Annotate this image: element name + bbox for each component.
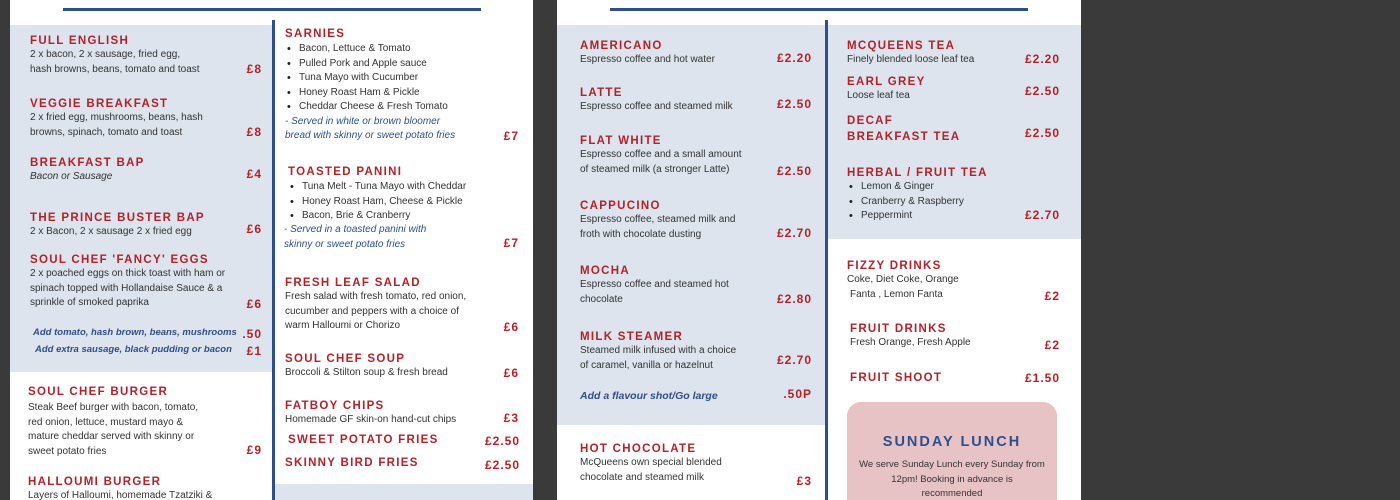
menu-item-soup (285, 352, 448, 381)
item-title: FULL ENGLISH (30, 35, 130, 47)
menu-page-drinks (557, 0, 1081, 500)
item-desc: cucumber and peppers with a choice of (285, 305, 459, 317)
item-price: £7 (503, 236, 519, 250)
item-desc: hash browns, beans, tomato and toast (30, 63, 200, 75)
item-desc: spinach topped with Hollandaise Sauce & a (30, 282, 223, 294)
menu-item-cappucino (580, 199, 735, 242)
item-price: £9 (246, 443, 262, 457)
item-desc: Steamed milk infused with a choice (580, 345, 737, 356)
item-desc: 2 x poached eggs on thick toast with ham or (30, 268, 226, 279)
menu-item-salad (285, 276, 466, 334)
item-desc: 2 x fried egg, mushrooms, beans, hash (30, 112, 203, 123)
item-desc: Fresh salad with fresh tomato, red onion, (285, 291, 467, 302)
list-item: • Cranberry & Raspberry (847, 195, 1047, 210)
column-divider (825, 20, 828, 500)
item-title: VEGGIE BREAKFAST (30, 98, 169, 110)
panini-note (284, 223, 426, 252)
item-desc: chocolate (580, 293, 623, 305)
item-title: FATBOY CHIPS (285, 400, 385, 412)
item-desc: Espresso coffee, steamed milk and (580, 214, 736, 225)
item-price: £8 (246, 62, 262, 76)
sunday-lunch-title: SUNDAY LUNCH (882, 434, 1022, 450)
item-desc: Espresso coffee and steamed hot (580, 279, 729, 290)
item-desc: Steak Beef burger with bacon, tomato, (28, 402, 199, 413)
menu-item-full-english (30, 34, 200, 77)
item-title: MILK STEAMER (580, 331, 684, 343)
item-title: HOT CHOCOLATE (580, 443, 697, 455)
item-title: FRESH LEAF SALAD (285, 277, 421, 289)
item-desc: Finely blended loose leaf tea (847, 54, 975, 65)
item-title: SOUL CHEF SOUP (285, 353, 406, 365)
item-desc: mature cheddar served with skinny or (28, 431, 195, 442)
menu-page-food (10, 0, 533, 500)
list-item: • Lemon & Ginger (847, 180, 1047, 195)
item-note: - Served in a toasted panini with (284, 224, 427, 235)
item-title: HALLOUMI BURGER (28, 476, 162, 488)
item-price: £2.50 (484, 458, 520, 472)
item-note: - Served in white or brown bloomer (285, 115, 441, 127)
menu-item-panini (288, 165, 524, 224)
item-price: £2.70 (776, 226, 812, 240)
item-title: BREAKFAST TEA (847, 131, 961, 143)
menu-item-flat-white (580, 134, 742, 177)
item-price: £6 (503, 366, 519, 380)
item-desc: browns, spinach, tomato and toast (30, 126, 183, 138)
item-price: £2.70 (1024, 208, 1060, 222)
item-title: HERBAL / FRUIT TEA (847, 167, 988, 179)
item-price: £3 (503, 411, 519, 425)
list-item: • Cheddar Cheese & Fresh Tomato (285, 100, 521, 115)
item-desc: Fanta , Lemon Fanta (850, 288, 943, 300)
item-title: TOASTED PANINI (288, 166, 403, 178)
flavour-price: .50P (783, 387, 812, 401)
item-title: THE PRINCE BUSTER BAP (30, 212, 205, 224)
flavour-shot-line: Add a flavour shot/Go large (580, 390, 718, 402)
menu-item-fruit-shoot: FRUIT SHOOT (850, 372, 943, 384)
menu-item-mcqueens-tea (847, 39, 974, 68)
menu-item-veggie-breakfast (30, 97, 203, 140)
item-price: £7 (503, 129, 519, 143)
extra-line: Add extra sausage, black pudding or bacon (35, 344, 232, 355)
item-desc: sprinkle of smoked paprika (30, 297, 149, 308)
menu-item-sarnies (285, 27, 521, 144)
item-price: £2 (1044, 338, 1060, 352)
item-title: FLAT WHITE (580, 135, 662, 147)
sunday-lunch-desc (857, 458, 1047, 500)
item-price: £2.80 (776, 292, 812, 306)
menu-item-decaf-tea (847, 114, 960, 144)
item-desc: of caramel, vanilla or hazelnut (580, 359, 713, 371)
menu-item-earl-grey (847, 75, 926, 104)
item-title: SOUL CHEF BURGER (28, 386, 169, 398)
menu-item-breakfast-bap (30, 156, 145, 185)
item-title: SOUL CHEF 'FANCY' EGGS (30, 254, 209, 266)
top-rule (610, 8, 1028, 11)
list-item: • Tuna Mayo with Cucumber (285, 71, 521, 86)
menu-item-milk-steamer (580, 330, 736, 373)
item-price: £4 (246, 167, 262, 181)
menu-item-fizzy-drinks (847, 259, 959, 302)
list-item: • Peppermint (847, 209, 1047, 224)
panini-list (288, 180, 524, 224)
item-desc: of steamed milk (a stronger Latte) (580, 163, 730, 175)
item-title: FIZZY DRINKS (847, 260, 942, 272)
list-item: • Bacon, Lettuce & Tomato (285, 42, 521, 57)
desc-line: We serve Sunday Lunch every Sunday from (859, 459, 1045, 470)
menu-item-americano (580, 39, 715, 68)
extra-line: Add tomato, hash brown, beans, mushrooms (33, 327, 237, 338)
item-desc: chocolate and steamed milk (580, 471, 704, 483)
menu-item-mocha (580, 264, 729, 307)
item-price: £2.20 (1024, 52, 1060, 66)
item-price: £2.50 (484, 434, 520, 448)
list-item: • Honey Roast Ham, Cheese & Pickle (288, 195, 524, 210)
menu-item-hot-chocolate (580, 442, 722, 485)
item-title: FRUIT DRINKS (850, 323, 947, 335)
list-item: • Tuna Melt - Tuna Mayo with Cheddar (288, 180, 524, 195)
desc-line: 12pm! Booking in advance is (891, 473, 1013, 485)
item-title: BREAKFAST BAP (30, 157, 145, 169)
item-desc: 2 x bacon, 2 x sausage, fried egg, (30, 49, 181, 60)
item-price: £2.70 (776, 353, 812, 367)
item-desc: Espresso coffee and hot water (580, 54, 715, 65)
sunday-lunch-box (847, 402, 1057, 500)
menu-item-prince-buster-bap (30, 211, 205, 240)
item-desc: Bacon or Sausage (30, 171, 113, 182)
list-item: • Pulled Pork and Apple sauce (285, 57, 521, 72)
menu-item-soul-chef-burger (28, 385, 198, 459)
item-desc: Homemade GF skin-on hand-cut chips (285, 414, 457, 425)
item-desc: sweet potato fries (28, 445, 107, 457)
menu-item-sweet-potato-fries: SWEET POTATO FRIES (288, 434, 439, 446)
item-price: £2.50 (1024, 126, 1060, 140)
item-desc: 2 x Bacon, 2 x sausage 2 x fried egg (30, 226, 192, 237)
item-price: £6 (503, 320, 519, 334)
item-desc: Loose leaf tea (847, 90, 910, 101)
item-title: AMERICANO (580, 40, 663, 52)
sarnies-list (285, 42, 521, 115)
item-price: £1.50 (1024, 371, 1060, 385)
bottom-panel (274, 484, 533, 500)
item-title: MCQUEENS TEA (847, 40, 956, 52)
item-desc: Coke, Diet Coke, Orange (847, 274, 959, 285)
menu-item-skinny-fries: SKINNY BIRD FRIES (285, 457, 419, 469)
list-item: • Honey Roast Ham & Pickle (285, 86, 521, 101)
item-desc: Espresso coffee and a small amount (580, 149, 742, 160)
item-desc: Broccoli & Stilton soup & fresh bread (285, 367, 448, 378)
item-title: LATTE (580, 87, 623, 99)
item-desc: McQueens own special blended (580, 457, 722, 468)
item-price: £2.20 (776, 51, 812, 65)
column-divider (272, 20, 275, 500)
top-rule (63, 8, 481, 11)
item-price: £8 (246, 125, 262, 139)
desc-line: recommended (921, 488, 983, 499)
item-desc: froth with chocolate dusting (580, 228, 702, 240)
item-price: £2.50 (1024, 84, 1060, 98)
item-price: £3 (796, 474, 812, 488)
item-desc: Espresso coffee and steamed milk (580, 101, 733, 112)
menu-item-fruit-drinks (850, 322, 971, 351)
item-desc: Layers of Halloumi, homemade Tzatziki & (28, 490, 213, 500)
extra-price: £1 (246, 344, 262, 358)
item-note: bread with skinny or sweet potato fries (285, 130, 456, 141)
menu-item-chips (285, 399, 456, 428)
item-title: CAPPUCINO (580, 200, 661, 212)
item-title: SARNIES (285, 28, 346, 40)
item-title: MOCHA (580, 265, 630, 277)
menu-item-fancy-eggs (30, 253, 225, 311)
menu-item-halloumi-burger (28, 475, 212, 500)
item-desc: red onion, lettuce, mustard mayo & (28, 416, 184, 428)
item-price: £6 (246, 222, 262, 236)
item-price: £2.50 (776, 97, 812, 111)
item-price: £2.50 (776, 164, 812, 178)
item-desc: warm Halloumi or Chorizo (285, 320, 401, 331)
item-desc: Fresh Orange, Fresh Apple (850, 337, 971, 348)
item-title: EARL GREY (847, 76, 926, 88)
item-title: DECAF (847, 115, 894, 127)
extra-price: .50 (242, 327, 262, 341)
list-item: • Bacon, Brie & Cranberry (288, 209, 524, 224)
item-note: skinny or sweet potato fries (284, 238, 406, 250)
item-price: £2 (1044, 289, 1060, 303)
breakfast-panel (10, 25, 272, 372)
menu-item-latte (580, 86, 733, 115)
item-price: £6 (246, 297, 262, 311)
